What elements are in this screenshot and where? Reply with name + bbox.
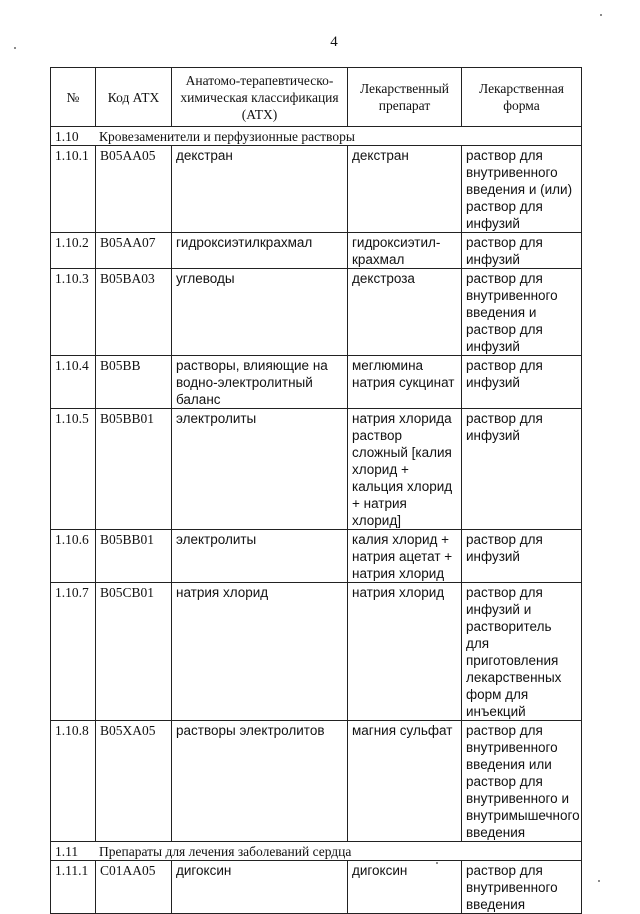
row-number: 1.10.8 [51, 721, 96, 842]
row-number: 1.10.1 [51, 146, 96, 233]
dosage-form: раствор для инфузий [462, 409, 582, 530]
dosage-form: раствор для внутривенного введения или раствор для внутривенного и внутримышечного введения [462, 721, 582, 842]
atc-code: B05BA03 [96, 269, 172, 356]
section-number: 1.11 [55, 844, 79, 859]
row-number: 1.10.4 [51, 356, 96, 409]
table-row [51, 861, 582, 914]
atc-code: B05BB01 [96, 530, 172, 583]
atc-classification: электролиты [172, 409, 348, 530]
drug-name: меглюмина натрия сукцинат [348, 356, 462, 409]
atc-code: B05XA05 [96, 721, 172, 842]
table-header-row [51, 68, 582, 127]
atc-code: B05CB01 [96, 583, 172, 721]
drug-name: декстран [348, 146, 462, 233]
table-row [51, 233, 582, 269]
row-number: 1.11.1 [51, 861, 96, 914]
section-title: Кровезаменители и перфузионные растворы [99, 129, 355, 144]
table-row [51, 146, 582, 233]
dosage-form: раствор для инфузий [462, 356, 582, 409]
page-number: 4 [330, 34, 338, 50]
column-header-form: Лекарственная форма [462, 68, 582, 127]
drug-name: декстроза [348, 269, 462, 356]
column-header-code: Код АТХ [96, 68, 172, 127]
atc-classification: дигоксин [172, 861, 348, 914]
column-header-num: № [51, 68, 96, 127]
table-row [51, 269, 582, 356]
row-number: 1.10.5 [51, 409, 96, 530]
atc-classification: растворы электролитов [172, 721, 348, 842]
dosage-form: раствор для внутривенного введения [462, 861, 582, 914]
section-row [51, 842, 582, 861]
table-row [51, 530, 582, 583]
drug-table [50, 67, 582, 914]
section-row [51, 127, 582, 146]
column-header-drug: Лекарственный препарат [348, 68, 462, 127]
scan-speck [598, 880, 600, 882]
row-number: 1.10.3 [51, 269, 96, 356]
section-title: Препараты для лечения заболеваний сердца [99, 844, 352, 859]
table-row [51, 356, 582, 409]
column-header-atc: Анатомо-терапевтическо-химическая классификация (АТХ) [172, 68, 348, 127]
atc-code: B05BB01 [96, 409, 172, 530]
atc-classification: электролиты [172, 530, 348, 583]
dosage-form: раствор для инфузий и растворитель для приготовления лекарственных форм для инъекций [462, 583, 582, 721]
atc-code: C01AA05 [96, 861, 172, 914]
atc-classification: натрия хлорид [172, 583, 348, 721]
drug-name: калия хлорид + натрия ацетат + натрия хлорид [348, 530, 462, 583]
scan-speck [600, 14, 602, 16]
section-number: 1.10 [55, 129, 79, 144]
dosage-form: раствор для инфузий [462, 530, 582, 583]
row-number: 1.10.7 [51, 583, 96, 721]
drug-name: магния сульфат [348, 721, 462, 842]
scan-speck [14, 47, 16, 49]
atc-classification: гидроксиэтилкрахмал [172, 233, 348, 269]
row-number: 1.10.2 [51, 233, 96, 269]
atc-classification: растворы, влияющие на водно-электролитный баланс [172, 356, 348, 409]
drug-name: дигоксин [348, 861, 462, 914]
atc-code: B05AA05 [96, 146, 172, 233]
dosage-form: раствор для внутривенного введения и раствор для инфузий [462, 269, 582, 356]
row-number: 1.10.6 [51, 530, 96, 583]
drug-name: гидроксиэтил-крахмал [348, 233, 462, 269]
table-row [51, 721, 582, 842]
atc-code: B05AA07 [96, 233, 172, 269]
atc-classification: углеводы [172, 269, 348, 356]
drug-name: натрия хлорид [348, 583, 462, 721]
atc-classification: декстран [172, 146, 348, 233]
drug-name: натрия хлорида раствор сложный [калия хлорид + кальция хлорид + натрия хлорид] [348, 409, 462, 530]
table-row [51, 409, 582, 530]
dosage-form: раствор для внутривенного введения и (или) раствор для инфузий [462, 146, 582, 233]
dosage-form: раствор для инфузий [462, 233, 582, 269]
atc-code: B05BB [96, 356, 172, 409]
table-row [51, 583, 582, 721]
